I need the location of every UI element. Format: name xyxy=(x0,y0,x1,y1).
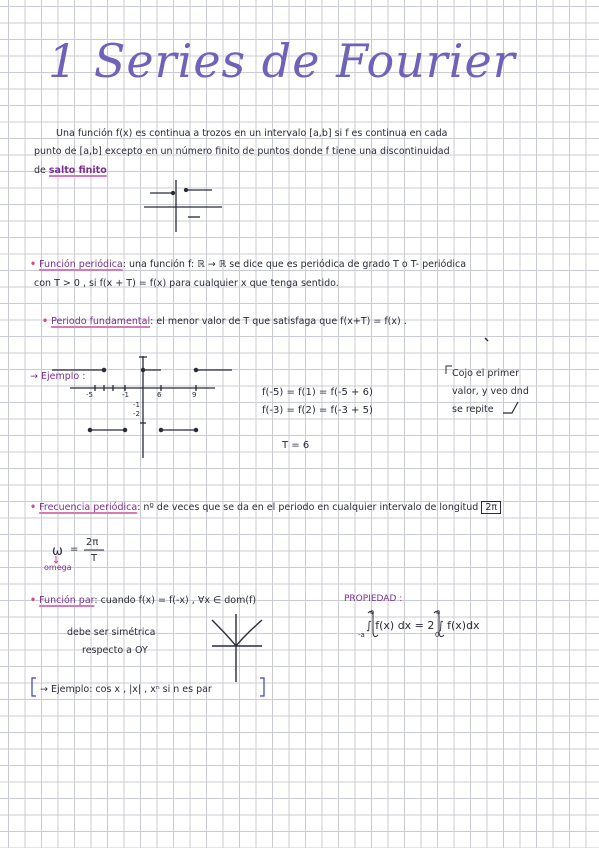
even-definition: : cuando f(x) = f(-x) , ∀x ∈ dom(f) xyxy=(94,595,257,606)
boxed-2pi: 2π xyxy=(481,501,501,514)
intro-line-1: Una función f(x) es continua a trozos en un intervalo [a,b] si f es continua en cada xyxy=(56,128,448,139)
integral-lower-limit-2: 0 xyxy=(435,631,440,639)
even-example: → Ejemplo: cos x , |x| , xⁿ si n es par xyxy=(40,684,212,695)
intro-line-2: punto de [a,b] excepto en un número finito de puntos donde f tiene una discontinuidad xyxy=(34,146,450,157)
tick-label: -1 xyxy=(133,401,140,409)
term-periodo-fundamental: Periodo fundamental xyxy=(51,316,151,327)
example-eq-2: f(-3) = f(2) = f(-3 + 5) xyxy=(262,405,373,416)
omega-numerator: 2π xyxy=(86,537,99,548)
property-formula: ∫ f(x) dx = 2 ∫ f(x)dx xyxy=(366,619,480,632)
note-line-3: se repite xyxy=(452,404,494,415)
symmetry-line-2: respecto a OY xyxy=(82,645,148,656)
bullet-icon: • xyxy=(42,316,49,327)
example-eq-1: f(-5) = f(1) = f(-5 + 6) xyxy=(262,387,373,398)
property-title: PROPIEDAD : xyxy=(344,594,403,604)
bullet-icon: • xyxy=(30,595,37,606)
tick-label: -2 xyxy=(133,410,140,418)
term-frecuencia-periodica: Frecuencia periódica xyxy=(39,502,138,513)
bullet-icon: • xyxy=(30,259,37,270)
integral-upper-limit: a xyxy=(370,608,375,616)
intro-line-3-prefix: de xyxy=(34,165,46,176)
even-function-sketch xyxy=(212,614,262,682)
tick-label: -1 xyxy=(122,391,129,399)
note-line-1: Cojo el primer xyxy=(452,368,520,379)
integral-lower-limit: -a xyxy=(358,631,365,639)
fundamental-definition: : el menor valor de T que satisfaga que f(x+T) = f(x) . xyxy=(150,316,407,327)
tick-label: 9 xyxy=(192,391,197,399)
note-line-2: valor, y veo dnd xyxy=(452,386,529,397)
example-period: T = 6 xyxy=(282,440,310,451)
integral-upper-limit-2: a xyxy=(436,608,441,616)
omega-symbol: ω xyxy=(52,544,63,559)
frequency-definition: : nº de veces que se da en el periodo en cualquier intervalo de longitud xyxy=(137,502,479,513)
bullet-icon: • xyxy=(30,502,37,513)
discontinuity-sketch xyxy=(144,180,222,232)
term-salto-finito: salto finito xyxy=(48,165,107,176)
term-funcion-par: Función par xyxy=(39,595,95,606)
omega-denominator: T xyxy=(91,553,98,564)
periodic-definition: : una función f: ℝ → ℝ se dice que es periódica de grado T o T- periódica xyxy=(122,259,467,270)
symmetry-line-1: debe ser simétrica xyxy=(67,627,156,638)
tick-label: -5 xyxy=(86,391,93,399)
term-funcion-periodica: Función periódica xyxy=(39,259,123,270)
omega-label: omega xyxy=(44,563,72,572)
page-title: 1 Series de Fourier xyxy=(48,34,516,88)
periodic-line-2: con T > 0 , si f(x + T) = f(x) para cualquier x que tenga sentido. xyxy=(34,278,339,289)
equals-sign: = xyxy=(70,544,79,555)
example-graph xyxy=(52,356,232,458)
tick-label: 6 xyxy=(157,391,162,399)
example-label: → Ejemplo : xyxy=(30,371,86,382)
